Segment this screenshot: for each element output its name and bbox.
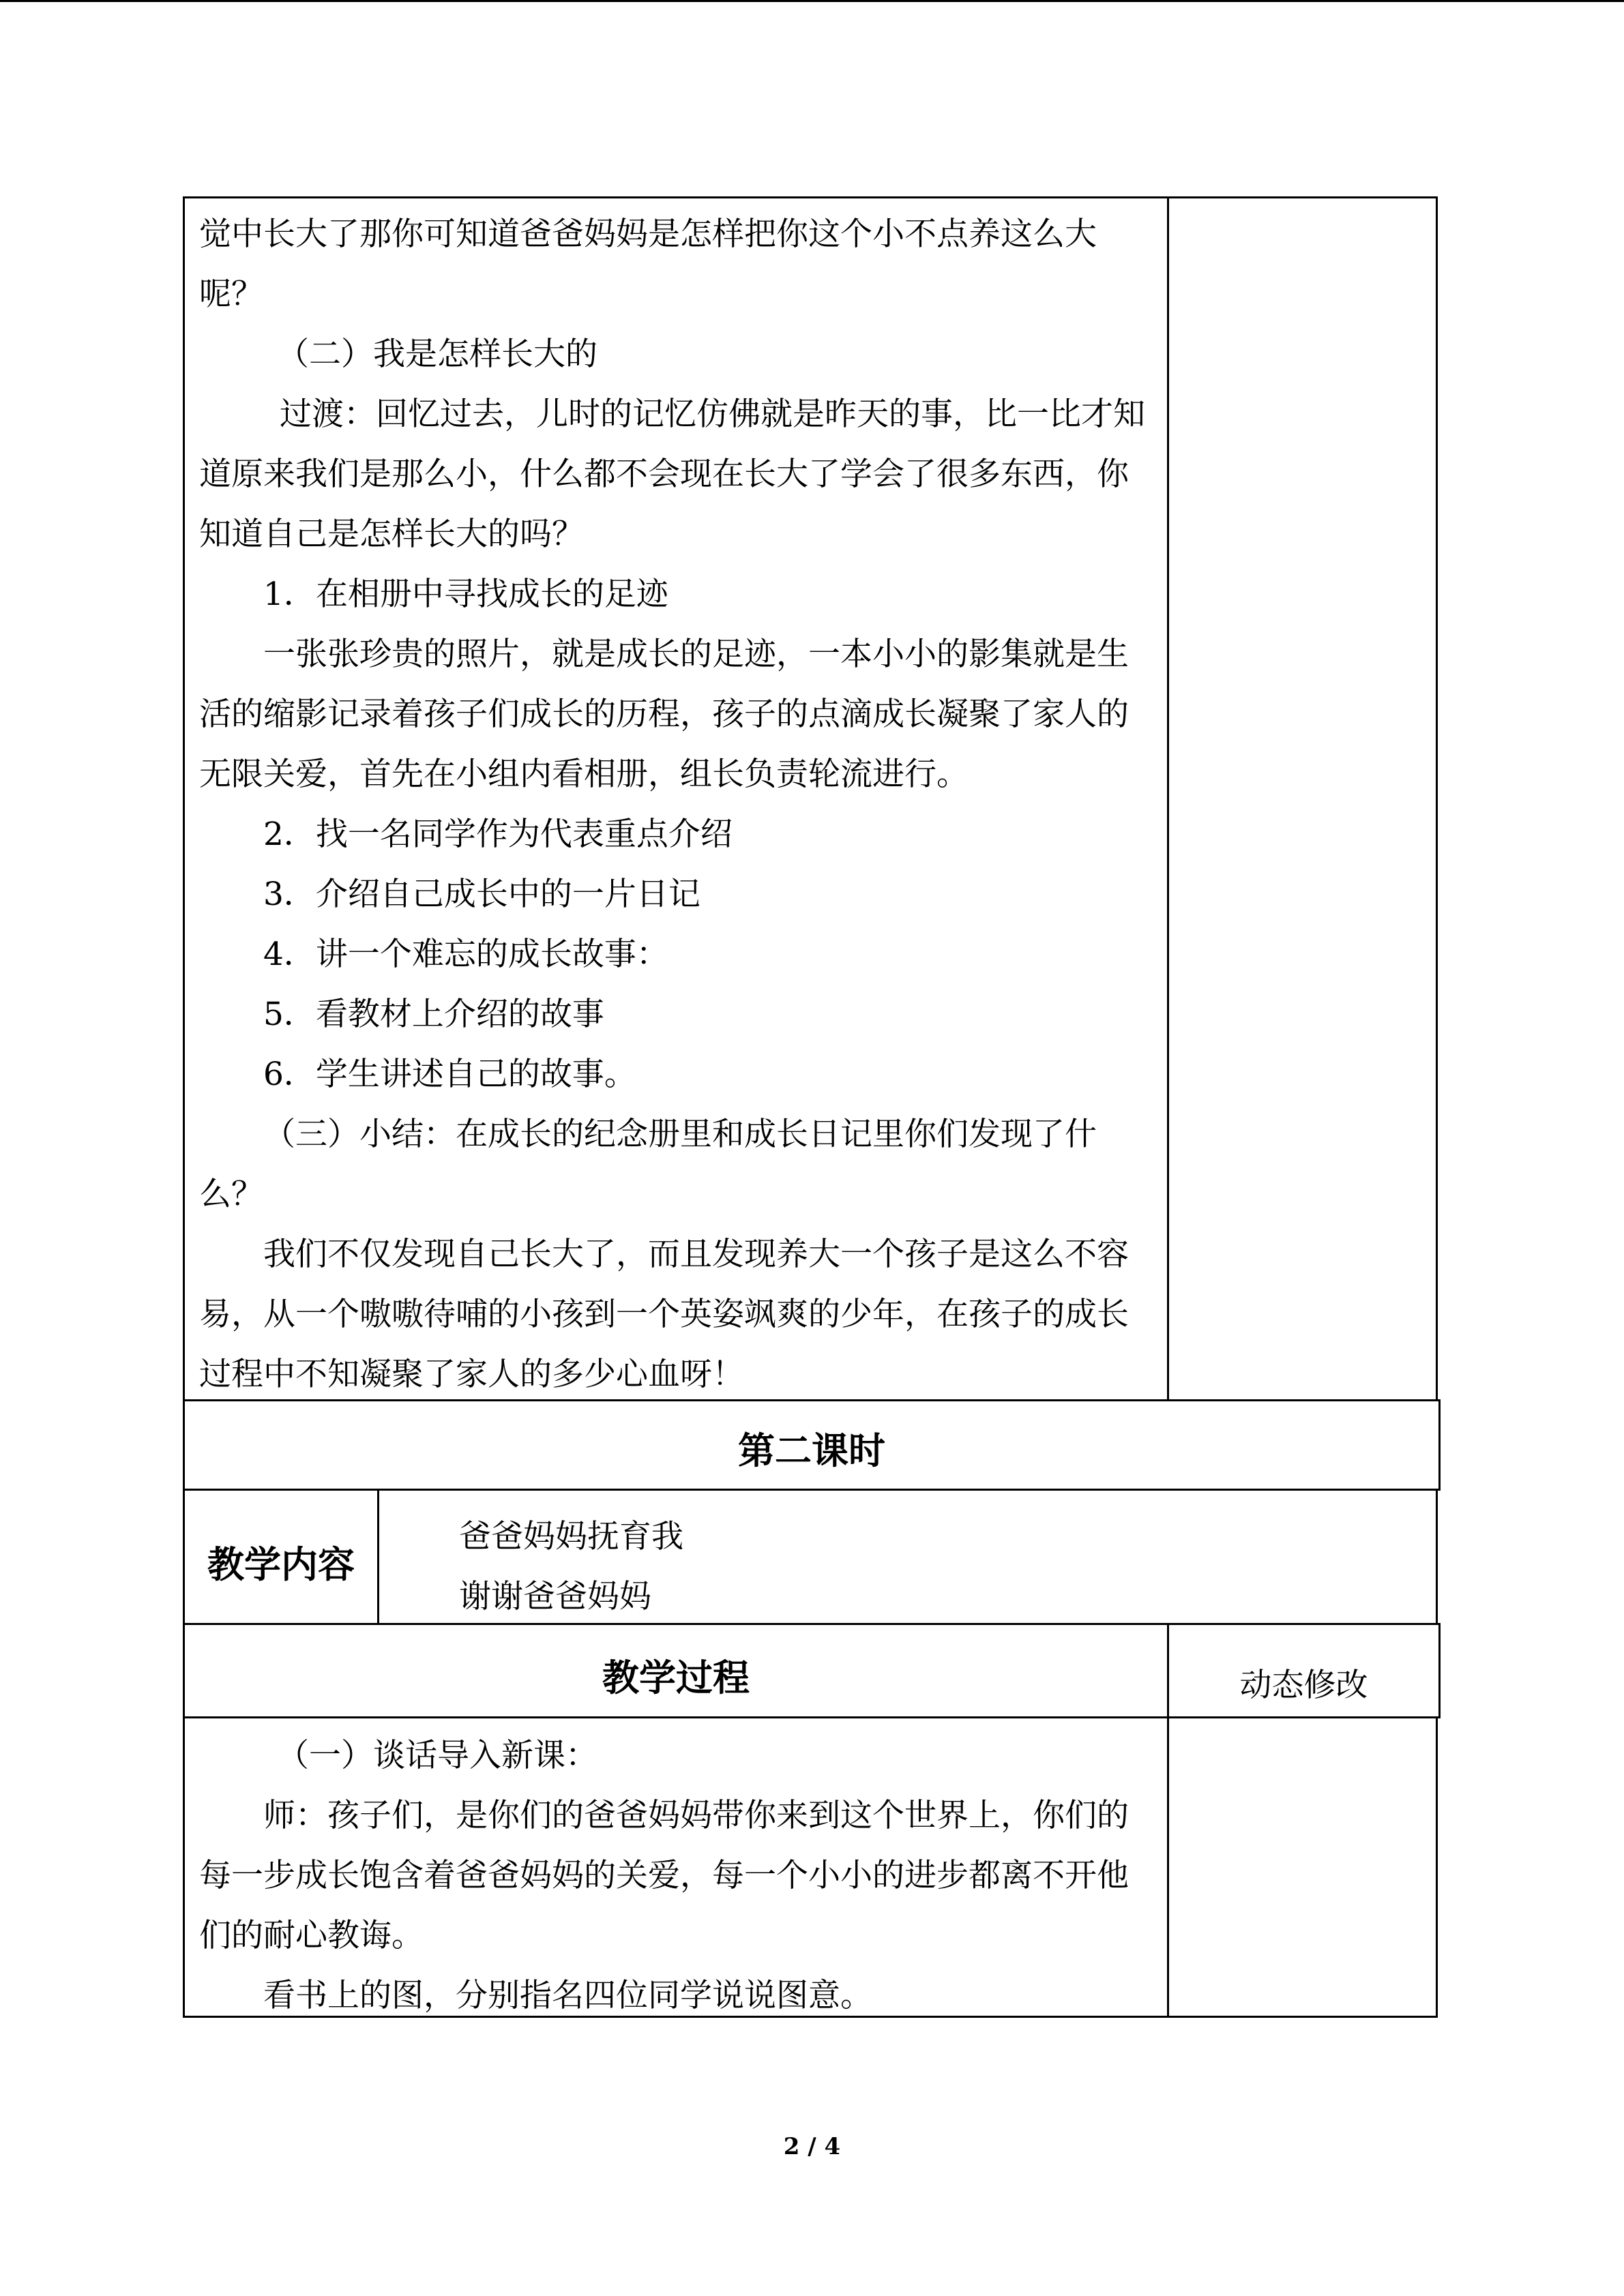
subheading: （三）小结：在成长的纪念册里和成长日记里你们发现了什	[263, 1116, 1097, 1153]
content-line: 爸爸妈妈抚育我	[459, 1518, 683, 1555]
process-label: 教学过程	[602, 1656, 750, 1699]
text-line: 呢？	[199, 275, 263, 313]
list-item: 3．介绍自己成长中的一片日记	[263, 876, 700, 913]
list-item: 4．讲一个难忘的成长故事：	[263, 936, 668, 973]
list-item: 5．看教材上介绍的故事	[263, 996, 604, 1033]
lesson-heading: 第二课时	[738, 1429, 885, 1472]
subheading: （二）我是怎样长大的	[277, 336, 597, 373]
text-line: 知道自己是怎样长大的吗？	[199, 516, 584, 553]
text-line: 我们不仅发现自己长大了，而且发现养大一个孩子是这么不容	[263, 1236, 1129, 1273]
text-line: 道原来我们是那么小，什么都不会现在长大了学会了很多东西，你	[199, 456, 1129, 493]
section2-text	[183, 1726, 1158, 2026]
text-line: 活的缩影记录着孩子们成长的历程，孩子的点滴成长凝聚了家人的	[199, 696, 1129, 733]
subheading: （一）谈话导入新课：	[277, 1737, 597, 1774]
text-line: 么？	[199, 1176, 263, 1213]
text-line: 看书上的图，分别指名四位同学说说图意。	[263, 1977, 872, 2014]
content-lines	[459, 1507, 1278, 1627]
dynamic-cell-1	[1167, 196, 1438, 1401]
text-line: 过程中不知凝聚了家人的多少心血呀！	[199, 1356, 744, 1393]
text-line: 每一步成长饱含着爸爸妈妈的关爱，每一个小小的进步都离不开他	[199, 1857, 1129, 1894]
content-line: 谢谢爸爸妈妈	[459, 1578, 651, 1615]
text-line: 易，从一个嗷嗷待哺的小孩到一个英姿飒爽的少年，在孩子的成长	[199, 1296, 1129, 1333]
text-line: 觉中长大了那你可知道爸爸妈妈是怎样把你这个小不点养这么大	[199, 215, 1097, 253]
list-item: 2．找一名同学作为代表重点介绍	[263, 816, 733, 853]
page-number: 2 / 4	[783, 2133, 841, 2160]
text-line: 一张张珍贵的照片，就是成长的足迹，一本小小的影集就是生	[263, 636, 1129, 673]
dynamic-cell-2	[1167, 1716, 1438, 2018]
content-label: 教学内容	[207, 1543, 355, 1586]
text-line: 师：孩子们，是你们的爸爸妈妈带你来到这个世界上，你们的	[263, 1797, 1129, 1834]
text-line: 无限关爱，首先在小组内看相册，组长负责轮流进行。	[199, 756, 969, 793]
top-border	[0, 0, 1624, 2]
list-item: 1．在相册中寻找成长的足迹	[263, 576, 668, 613]
dynamic-label: 动态修改	[1239, 1667, 1368, 1704]
list-item: 6．学生讲述自己的故事。	[263, 1056, 636, 1093]
section1-text	[183, 205, 1158, 1405]
text-line: 们的耐心教诲。	[199, 1917, 424, 1954]
text-line: 过渡：回忆过去，儿时的记忆仿佛就是昨天的事，比一比才知	[280, 396, 1145, 433]
